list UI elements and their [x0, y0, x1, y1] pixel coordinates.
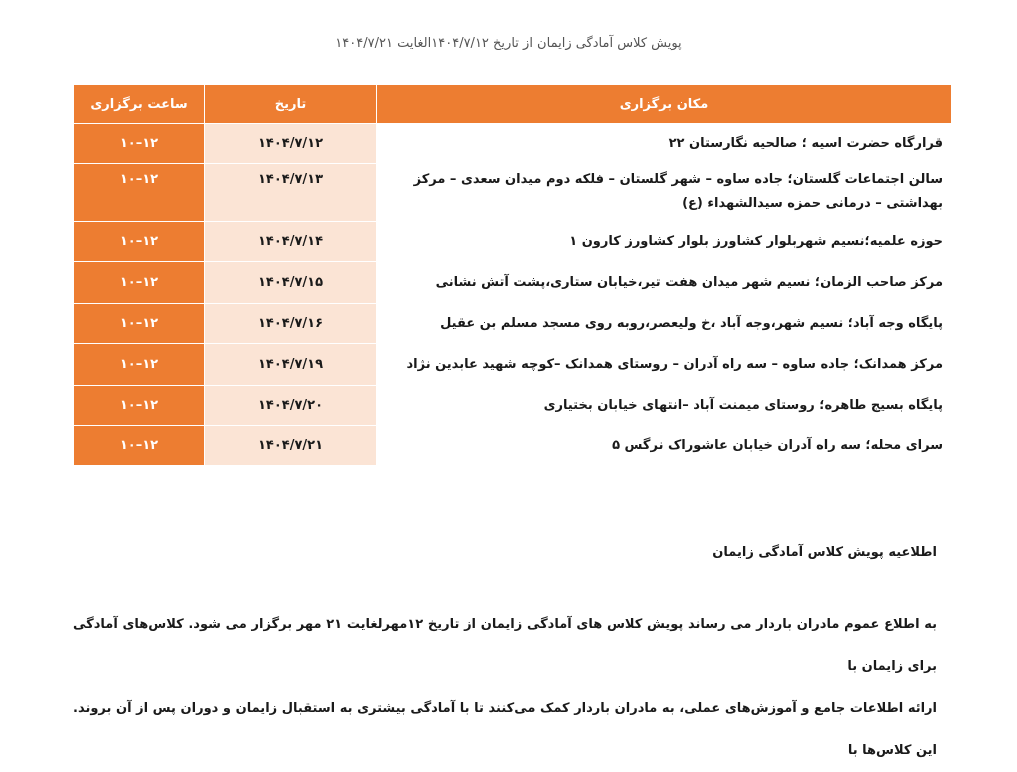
table-row [74, 222, 952, 262]
cell-time: ۱۲–۱۰ [74, 344, 205, 386]
header-time: ساعت برگزاری [74, 85, 205, 124]
cell-date: ۱۴۰۴/۷/۱۶ [205, 304, 377, 344]
cell-time: ۱۲–۱۰ [74, 222, 205, 262]
header-date: تاریخ [205, 85, 377, 124]
cell-place: مرکز صاحب الزمان؛ نسیم شهر میدان هفت تیر،خیابان ستاری،پشت آتش نشانی [377, 262, 952, 304]
cell-date: ۱۴۰۴/۷/۱۵ [205, 262, 377, 304]
table-row [74, 386, 952, 426]
cell-place: پایگاه وجه آباد؛ نسیم شهر،وجه آباد ،خ ولیعصر،روبه روی مسجد مسلم بن عقیل [377, 304, 952, 344]
class-schedule-table [73, 84, 952, 466]
cell-place: سرای محله؛ سه راه آدران خیابان عاشوراک نرگس ۵ [377, 426, 952, 466]
cell-time: ۱۲–۱۰ [74, 304, 205, 344]
cell-date: ۱۴۰۴/۷/۲۰ [205, 386, 377, 426]
cell-place: قرارگاه حضرت اسیه ؛ صالحیه نگارستان ۲۲ [377, 124, 952, 164]
table-row [74, 262, 952, 304]
cell-date: ۱۴۰۴/۷/۱۴ [205, 222, 377, 262]
table-row [74, 124, 952, 164]
header-place: مکان برگزاری [377, 85, 952, 124]
notice-title: اطلاعیه پویش کلاس آمادگی زایمان [712, 545, 937, 560]
cell-time: ۱۲–۱۰ [74, 124, 205, 164]
table-row [74, 304, 952, 344]
cell-time: ۱۲–۱۰ [74, 426, 205, 466]
cell-place: پایگاه بسیج طاهره؛ روستای میمنت آباد –انتهای خیابان بختیاری [377, 386, 952, 426]
cell-place: حوزه علمیه؛نسیم شهربلوار کشاورز بلوار کشاورز کارون ۱ [377, 222, 952, 262]
cell-time: ۱۲–۱۰ [74, 164, 205, 222]
notice-line: ارائه اطلاعات جامع و آموزش‌های عملی، به مادران باردار کمک می‌کنند تا با آمادگی بیشتری به استقبال زایمان و دوران پس از آن بروند. این کلاس‌ها با [73, 701, 937, 758]
document-title: پویش کلاس آمادگی زایمان از تاریخ ۱۴۰۴/۷/۱۲الغایت ۱۴۰۴/۷/۲۱ [335, 36, 682, 51]
table-header-row [74, 85, 952, 124]
cell-date: ۱۴۰۴/۷/۱۲ [205, 124, 377, 164]
cell-date: ۱۴۰۴/۷/۱۹ [205, 344, 377, 386]
notice-line: به اطلاع عموم مادران باردار می رساند پویش کلاس های آمادگی زایمان از تاریخ ۱۲مهرلغایت ۲۱ مهر برگزار می شود. کلاس‌های آمادگی برای زایمان با [73, 617, 937, 674]
table-row [74, 426, 952, 466]
table-row [74, 344, 952, 386]
table-row [74, 164, 952, 222]
cell-time: ۱۲–۱۰ [74, 262, 205, 304]
cell-place: سالن اجتماعات گلستان؛ جاده ساوه – شهر گلستان – فلکه دوم میدان سعدی – مرکز بهداشتی – درمانی حمزه سیدالشهداء (ع) [377, 164, 952, 222]
cell-date: ۱۴۰۴/۷/۱۳ [205, 164, 377, 222]
cell-time: ۱۲–۱۰ [74, 386, 205, 426]
cell-place: مرکز همدانک؛ جاده ساوه – سه راه آدران – روستای همدانک –کوچه شهید عابدین نژاد [377, 344, 952, 386]
cell-date: ۱۴۰۴/۷/۲۱ [205, 426, 377, 466]
notice-body [73, 604, 937, 772]
